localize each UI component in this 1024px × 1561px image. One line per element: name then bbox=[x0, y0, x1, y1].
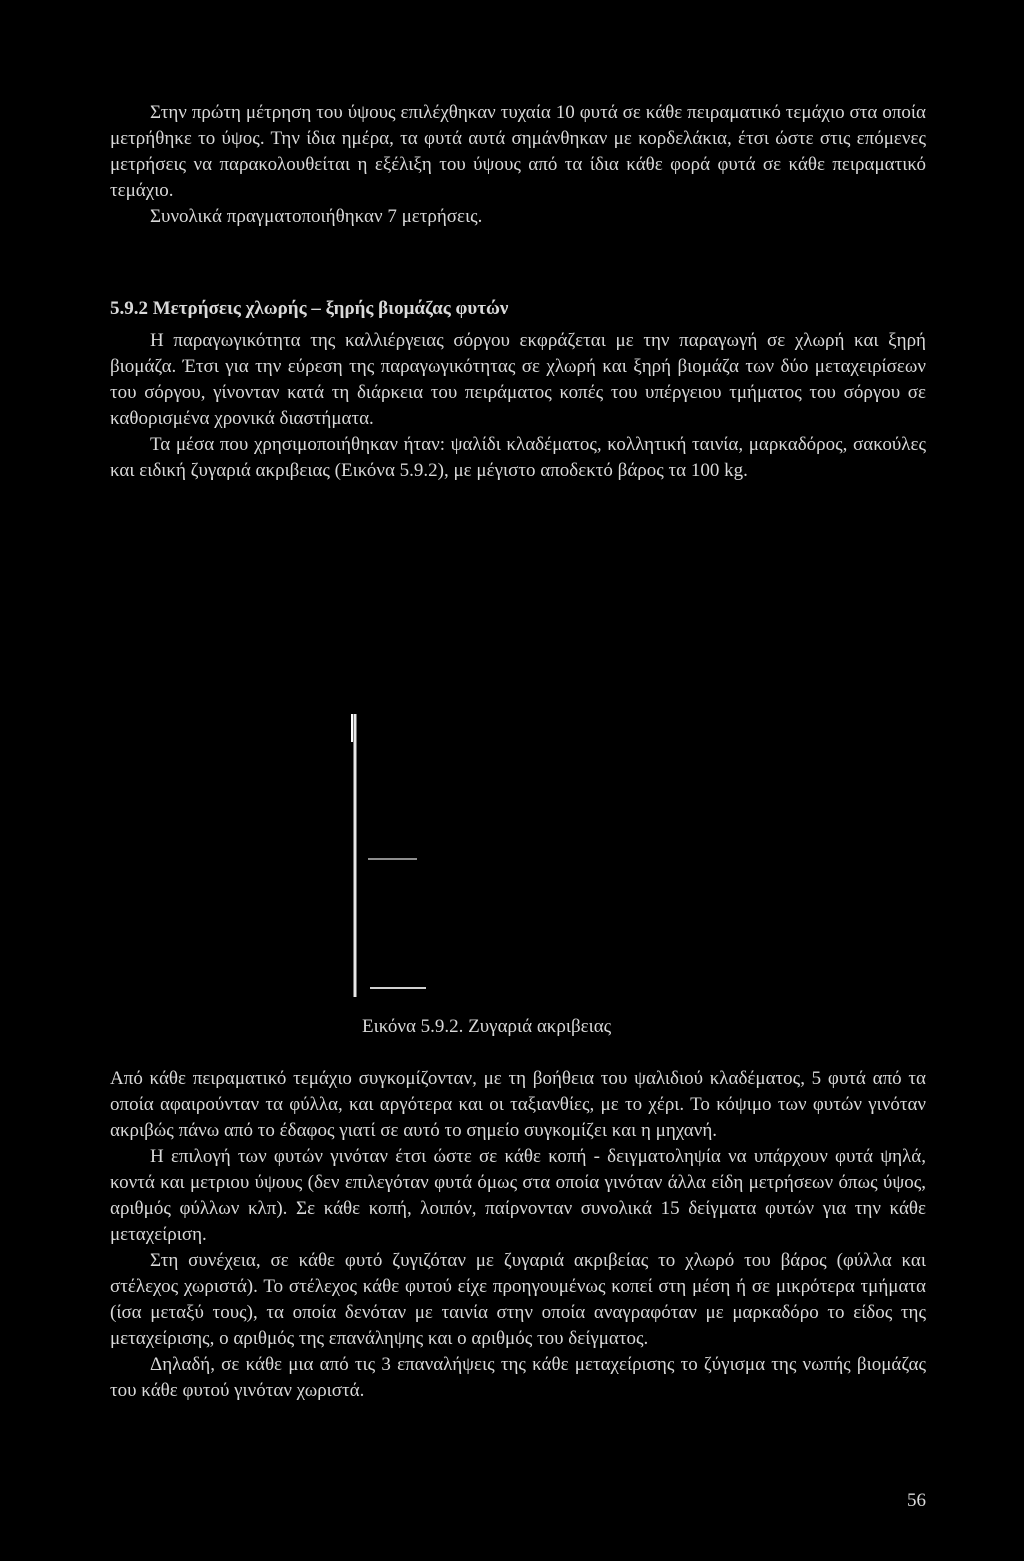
intro-paragraph: Στην πρώτη μέτρηση του ύψους επιλέχθηκαν τυχαία 10 φυτά σε κάθε πειραματικό τεμάχιο στα οποία μετρήθηκε το ύψος. Την ίδια ημέρα, τα φυτά αυτά σημάνθηκαν με κορδελάκια, έτσι ώστε στις επόμενες μετρήσεις να παρακολουθείται η εξέλιξη του ύψους από τα ίδια κάθε φορά φυτά σε κάθε πειραματικό τεμάχιο. bbox=[110, 102, 926, 201]
section-tools-paragraph: Τα μέσα που χρησιμοποιήθηκαν ήταν: ψαλίδι κλαδέματος, κολλητική ταινία, μαρκαδόρος, σακούλες και ειδική ζυγαριά ακριβειας (Εικόνα 5.9.2), με μέγιστο αποδεκτό βάρος τα 100 kg. bbox=[110, 434, 926, 481]
procedure-paragraph-2: Η επιλογή των φυτών γινόταν έτσι ώστε σε κάθε κοπή - δειγματοληψία να υπάρχουν φυτά ψηλά, κοντά και μετριου ύψους (δεν επιλεγόταν φυτά όμως στα οποία γινόταν άλλα είδη μετρήσεων όπως ύψος, αριθμός φύλλων κλπ). Σε κάθε κοπή, λοιπόν, παίρνονταν συνολικά 15 δείγματα φυτών για την κάθε μεταχείριση. bbox=[110, 1146, 926, 1245]
figure-caption: Εικόνα 5.9.2. Ζυγαριά ακριβειας bbox=[362, 1016, 612, 1037]
procedure-section bbox=[110, 1066, 926, 1404]
scale-figure bbox=[340, 712, 460, 1002]
procedure-paragraph-4: Δηλαδή, σε κάθε μια από τις 3 επαναλήψεις της κάθε μεταχείρισης το ζύγισμα της νωπής βιομάζας του κάθε φυτού γινόταν χωριστά. bbox=[110, 1354, 926, 1401]
procedure-paragraph-3: Στη συνέχεια, σε κάθε φυτό ζυγιζόταν με ζυγαριά ακριβείας το χλωρό του βάρος (φύλλα και στέλεχος χωριστά). Το στέλεχος κάθε φυτού είχε προηγουμένως κοπεί στη μέση ή σε μικρότερα τμήματα (ίσα μεταξύ τους), τα οποία δενόταν με ταινία στην οποία αναγραφόταν με μαρκαδόρο το είδος της μεταχείρισης, ο αριθμός της επανάληψης και ο αριθμός του δείγματος. bbox=[110, 1250, 926, 1349]
intro-summary-paragraph: Συνολικά πραγματοποιήθηκαν 7 μετρήσεις. bbox=[150, 206, 483, 227]
procedure-paragraph-1: Από κάθε πειραματικό τεμάχιο συγκομίζονταν, με τη βοήθεια του ψαλιδιού κλαδέματος, 5 φυτά από τα οποία αφαιρούνταν τα φύλλα, και αργότερα και οι ταξιανθίες, με το χέρι. Το κόψιμο των φυτών γινόταν ακριβώς πάνω από το έδαφος γιατί σε αυτό το σημείο συγκομίζει και η μηχανή. bbox=[110, 1068, 926, 1141]
biomass-section bbox=[110, 296, 926, 484]
section-paragraph: Η παραγωγικότητα της καλλιέργειας σόργου εκφράζεται με την παραγωγή σε χλωρή και ξηρή βιομάζα. Έτσι για την εύρεση της παραγωγικότητας σε χλωρή και ξηρή βιομάζα των δύο μεταχειρίσεων του σόργου, γίνονταν κατά τη διάρκεια του πειράματος κοπές του υπέργειου τμήματος του σόργου σε καθορισμένα χρονικά διαστήματα. bbox=[110, 330, 926, 429]
scale-figure-image bbox=[340, 712, 460, 1002]
intro-section bbox=[110, 100, 926, 230]
section-heading: 5.9.2 Μετρήσεις χλωρής – ξηρής βιομάζας φυτών bbox=[110, 298, 509, 319]
page-number: 56 bbox=[907, 1490, 926, 1511]
